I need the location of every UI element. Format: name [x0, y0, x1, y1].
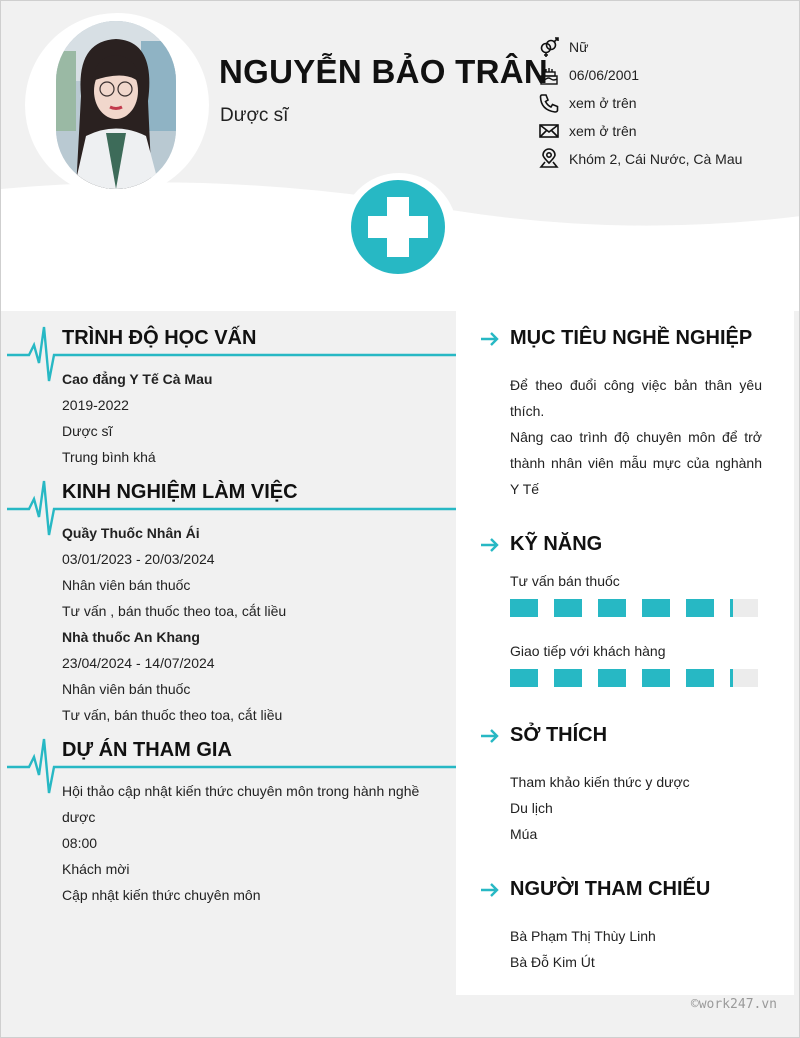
objective-text-1: Để theo đuổi công việc bản thân yêu thích.: [510, 377, 762, 419]
skill-bar-segment: [730, 669, 733, 687]
job-period: 23/04/2024 - 14/07/2024: [62, 655, 215, 671]
avatar: [56, 21, 176, 189]
skill-bar-segment: [730, 599, 733, 617]
contact-gender-text: Nữ: [569, 39, 589, 55]
skill-bar-segment: [510, 669, 538, 687]
education-grade: Trung bình khá: [62, 449, 156, 465]
skill-bar-segment: [686, 669, 714, 687]
skill-bar-segment: [554, 669, 582, 687]
education-years: 2019-2022: [62, 397, 129, 413]
skill-bar-segment: [598, 599, 626, 617]
contact-phone-text: xem ở trên: [569, 95, 637, 111]
job-period: 03/01/2023 - 20/03/2024: [62, 551, 215, 567]
project-name-continued: dược: [62, 809, 96, 825]
contact-phone: [537, 89, 742, 117]
right-column: [456, 311, 794, 995]
skill-bar-segment: [510, 599, 538, 617]
contact-email: [537, 117, 742, 145]
skill-name: Tư vấn bán thuốc: [510, 573, 620, 589]
skill-bar-segment: [554, 599, 582, 617]
job-company: Quầy Thuốc Nhân Ái: [62, 525, 200, 541]
skill-name: Giao tiếp với khách hàng: [510, 643, 666, 659]
skill-bar-segment: [598, 669, 626, 687]
contact-address-text: Khóm 2, Cái Nước, Cà Mau: [569, 151, 743, 167]
skill-bar-track: [730, 599, 758, 617]
project-role: Khách mời: [62, 861, 130, 877]
left-column: [7, 311, 456, 1001]
birthday-cake-icon: [537, 64, 561, 86]
objective-text-2: Nâng cao trình độ chuyên môn để trở thành nhân viên mẫu mực của nghành Y Tế: [510, 429, 762, 497]
education-title: TRÌNH ĐỘ HỌC VẤN: [62, 327, 257, 349]
medical-cross-icon: [341, 173, 457, 289]
watermark: ©work247.vn: [690, 997, 777, 1012]
reference-item: Bà Đỗ Kim Út: [510, 954, 595, 970]
skill-level-bar: [510, 599, 758, 617]
skill-bar-segment: [686, 599, 714, 617]
arrow-right-icon: [480, 728, 500, 744]
references-title: NGƯỜI THAM CHIẾU: [510, 878, 711, 900]
phone-icon: [537, 92, 561, 114]
location-pin-icon: [537, 148, 561, 170]
contact-birthday: [537, 61, 742, 89]
project-time: 08:00: [62, 835, 98, 851]
job-company: Nhà thuốc An Khang: [62, 629, 200, 645]
reference-item: Bà Phạm Thị Thùy Linh: [510, 928, 656, 944]
experience-title: KINH NGHIỆM LÀM VIỆC: [62, 481, 298, 503]
skill-bar-track: [730, 669, 758, 687]
gender-icon: [537, 36, 561, 58]
arrow-right-icon: [480, 331, 500, 347]
project-description: Cập nhật kiến thức chuyên môn: [62, 887, 261, 903]
job-description: Tư vấn, bán thuốc theo toa, cắt liều: [62, 707, 283, 723]
hobby-item: Múa: [510, 826, 538, 842]
skill-bar-segment: [642, 599, 670, 617]
education-major: Dược sĩ: [62, 423, 113, 439]
objective-title: MỤC TIÊU NGHỀ NGHIỆP: [510, 327, 753, 349]
skills-title: KỸ NĂNG: [510, 533, 603, 555]
job-position: Nhân viên bán thuốc: [62, 681, 191, 697]
skill-level-bar: [510, 669, 758, 687]
projects-title: DỰ ÁN THAM GIA: [62, 739, 232, 761]
job-position: Nhân viên bán thuốc: [62, 577, 191, 593]
hobby-item: Tham khảo kiến thức y dược: [510, 774, 690, 790]
hobbies-title: SỞ THÍCH: [510, 724, 608, 746]
job-description: Tư vấn , bán thuốc theo toa, cắt liều: [62, 603, 287, 619]
skill-bar-segment: [642, 669, 670, 687]
contact-birthday-text: 06/06/2001: [569, 67, 640, 83]
contact-email-text: xem ở trên: [569, 123, 637, 139]
arrow-right-icon: [480, 537, 500, 553]
arrow-right-icon: [480, 882, 500, 898]
project-name: Hội thảo cập nhật kiến thức chuyên môn trong hành nghề: [62, 783, 420, 799]
envelope-icon: [537, 120, 561, 142]
contact-info: [537, 33, 742, 173]
contact-address: [537, 145, 742, 173]
hobby-item: Du lịch: [510, 800, 553, 816]
candidate-name: NGUYỄN BẢO TRÂN: [219, 53, 549, 90]
candidate-role: Dược sĩ: [220, 105, 289, 126]
contact-gender: [537, 33, 742, 61]
education-school: Cao đẳng Y Tế Cà Mau: [62, 371, 213, 387]
